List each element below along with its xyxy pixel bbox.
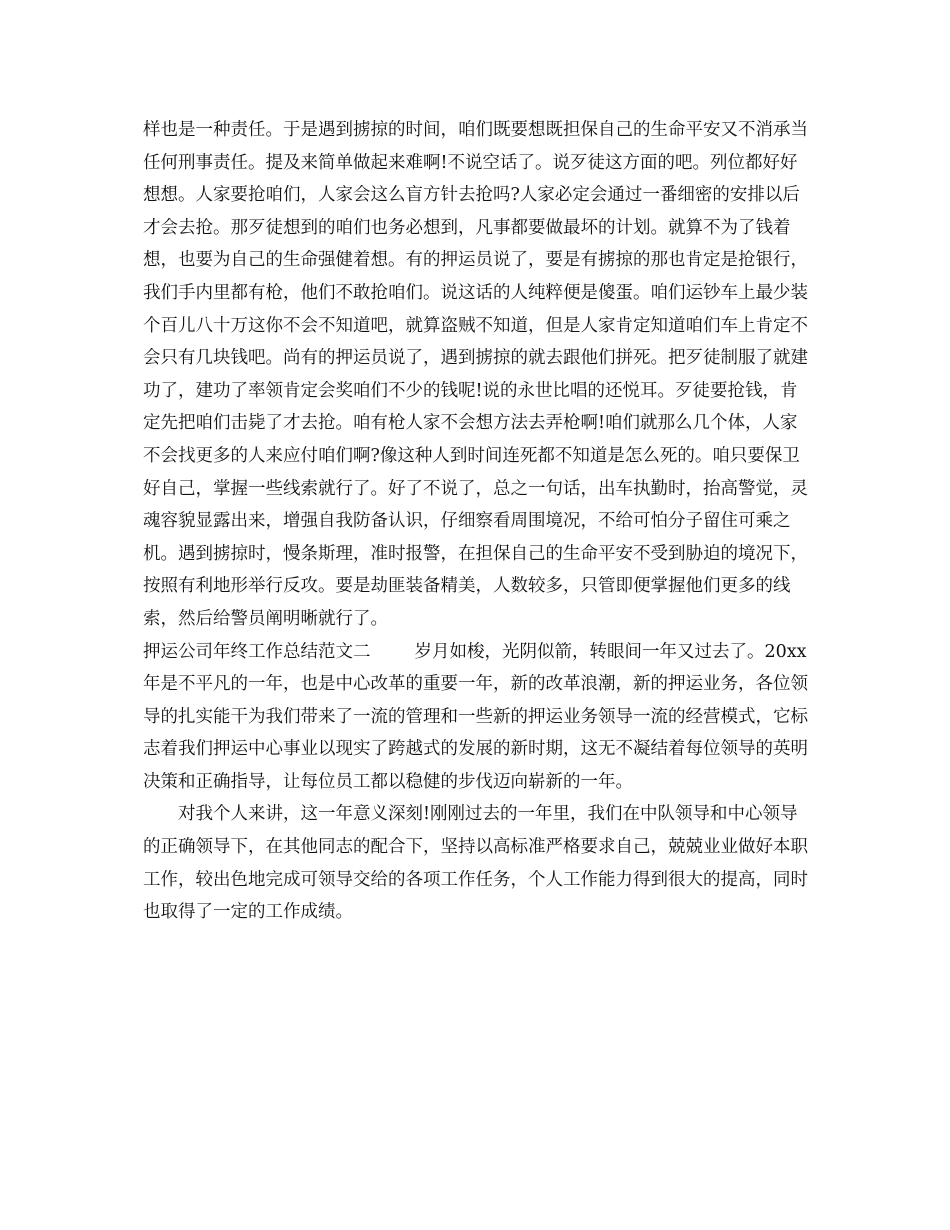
document-body <box>143 114 813 929</box>
section-title: 押运公司年终工作总结范文二 <box>143 641 371 662</box>
paragraph-1: 样也是一种责任。于是遇到掳掠的时间，咱们既要想既担保自己的生命平安又不消承当任何刑事责任。提及来简单做起来难啊!不说空话了。说歹徒这方面的吧。列位都好好想想。人家要抢咱们，人家会这么盲方针去抢吗?人家必定会通过一番细密的安排以后才会去抢。那歹徒想到的咱们也务必想到，凡事都要做最坏的计划。就算不为了钱着想，也要为自己的生命强健着想。有的押运员说了，要是有掳掠的那也肯定是抢银行，我们手内里都有枪，他们不敢抢咱们。说这话的人纯粹便是傻蛋。咱们运钞车上最少装个百儿八十万这你不会不知道吧，就算盗贼不知道，但是人家肯定知道咱们车上肯定不会只有几块钱吧。尚有的押运员说了，遇到掳掠的就去跟他们拼死。把歹徒制服了就建功了，建功了率领肯定会奖咱们不少的钱呢!说的永世比唱的还悦耳。歹徒要抢钱，肯定先把咱们击毙了才去抢。咱有枪人家不会想方法去弄枪啊!咱们就那么几个体，人家不会找更多的人来应付咱们啊?像这种人到时间连死都不知道是怎么死的。咱只要保卫好自己，掌握一些线索就行了。好了不说了，总之一句话，出车执勤时，抬高警觉，灵魂容貌显露出来，增强自我防备认识，仔细察看周围境况，不给可怕分子留住可乘之机。遇到掳掠时，慢条斯理，准时报警，在担保自己的生命平安不受到胁迫的境况下，按照有利地形举行反攻。要是劫匪装备精美，人数较多，只管即便掌握他们更多的线索，然后给警员阐明晰就行了。 <box>143 120 808 629</box>
paragraph-3: 对我个人来讲，这一年意义深刻!刚刚过去的一年里，我们在中队领导和中心领导的正确领导下，在其他同志的配合下，坚持以高标准严格要求自己，兢兢业业做好本职工作，较出色地完成可领导交给的各项工作任务，个人工作能力得到很大的提高，同时也取得了一定的工作成绩。 <box>143 804 808 923</box>
paragraph-2: 岁月如梭，光阴似箭，转眼间一年又过去了。20xx年是不平凡的一年，也是中心改革的重要一年，新的改革浪潮，新的押运业务，各位领导的扎实能干为我们带来了一流的管理和一些新的押运业务领导一流的经营模式，它标志着我们押运中心事业以现实了跨越式的发展的新时期，这无不凝结着每位领导的英明决策和正确指导，让每位员工都以稳健的步伐迈向崭新的一年。 <box>143 641 808 792</box>
paragraph-2-line <box>143 636 813 799</box>
